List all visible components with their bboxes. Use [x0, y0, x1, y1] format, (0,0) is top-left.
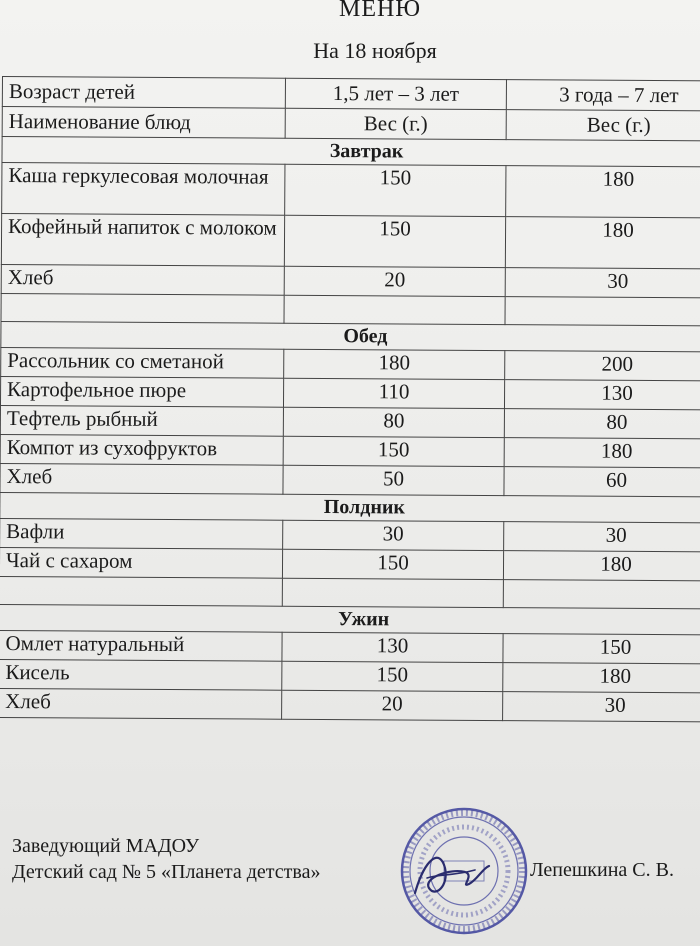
table-row	[0, 630, 700, 663]
table-row	[0, 518, 700, 551]
dish-name-cell: Вафли	[0, 518, 283, 549]
table-row	[0, 688, 700, 721]
table-row	[1, 214, 700, 269]
table-row	[0, 463, 700, 496]
weight-1-cell: 30	[283, 520, 504, 550]
dish-name-cell: Кисель	[0, 659, 282, 690]
dish-name-cell: Компот из сухофруктов	[0, 434, 283, 465]
dish-name-cell: Кофейный напиток с молоком	[1, 214, 284, 267]
menu-table	[0, 76, 700, 722]
footer-organization: Детский сад № 5 «Планета детства»	[12, 861, 321, 883]
empty-cell	[505, 297, 700, 326]
menu-date: На 18 ноября	[313, 38, 437, 63]
weight-2-cell: 30	[503, 692, 700, 722]
dish-name-cell: Рассольник со сметаной	[1, 347, 284, 378]
age-group-2-cell: 3 года – 7 лет	[506, 80, 700, 111]
weight-1-cell: 180	[284, 349, 505, 379]
table-row	[0, 547, 700, 580]
weight-1-cell: 110	[283, 378, 504, 408]
section-title: Обед	[1, 321, 700, 351]
section-title: Ужин	[0, 604, 700, 634]
weight-1-cell: 150	[284, 215, 505, 267]
age-label-cell: Возраст детей	[2, 77, 285, 109]
dish-name-cell: Каша геркулесовая молочная	[2, 163, 285, 216]
empty-cell	[0, 576, 282, 606]
weight-2-cell: 60	[504, 467, 700, 497]
header-row-age	[2, 77, 700, 111]
signature-icon	[405, 838, 495, 908]
empty-row	[0, 576, 700, 608]
dish-label-cell: Наименование блюд	[2, 107, 285, 139]
weight-1-cell: 20	[282, 690, 503, 720]
weight-2-cell: 180	[503, 551, 700, 581]
dish-name-cell: Хлеб	[1, 264, 284, 295]
weight-2-cell: 180	[504, 438, 700, 468]
weight-2-cell: 30	[504, 522, 700, 552]
document-title: МЕНЮ	[339, 0, 421, 22]
weight-2-cell: 200	[505, 351, 700, 381]
weight-1-header-cell: Вес (г.)	[285, 108, 506, 139]
table-row	[0, 405, 700, 438]
weight-1-cell: 150	[283, 436, 504, 466]
section-title: Полдник	[0, 492, 700, 522]
empty-cell	[503, 580, 700, 609]
dish-name-cell: Картофельное пюре	[0, 376, 283, 407]
weight-2-cell: 130	[504, 380, 700, 410]
table-row	[0, 434, 700, 467]
signer-name: Лепешкина С. В.	[530, 859, 674, 881]
dish-name-cell: Хлеб	[0, 688, 282, 719]
weight-1-cell: 20	[284, 266, 505, 296]
table-row	[1, 264, 700, 297]
weight-1-cell: 150	[282, 549, 503, 579]
weight-2-cell: 80	[504, 409, 700, 439]
empty-row	[1, 293, 700, 325]
weight-1-cell: 50	[283, 465, 504, 495]
weight-2-header-cell: Вес (г.)	[506, 110, 700, 141]
weight-1-cell: 80	[283, 407, 504, 437]
empty-cell	[1, 293, 284, 323]
footer-block	[12, 833, 320, 885]
weight-2-cell: 30	[505, 268, 700, 298]
table-row	[0, 659, 700, 692]
empty-cell	[282, 578, 503, 607]
table-row	[0, 376, 700, 409]
dish-name-cell: Тефтель рыбный	[0, 405, 283, 436]
dish-name-cell: Хлеб	[0, 463, 283, 494]
weight-1-cell: 130	[282, 632, 503, 662]
table-row	[2, 163, 700, 218]
empty-cell	[284, 295, 505, 324]
table-row	[1, 347, 700, 380]
weight-2-cell: 150	[503, 634, 700, 664]
weight-2-cell: 180	[503, 663, 700, 693]
weight-1-cell: 150	[282, 661, 503, 691]
weight-2-cell: 180	[505, 217, 700, 269]
section-title: Завтрак	[2, 137, 700, 167]
footer-position: Заведующий МАДОУ	[12, 835, 200, 857]
weight-1-cell: 150	[285, 164, 506, 216]
dish-name-cell: Чай с сахаром	[0, 547, 283, 578]
dish-name-cell: Омлет натуральный	[0, 630, 282, 661]
weight-2-cell: 180	[506, 166, 700, 218]
header-row-dish	[2, 107, 700, 141]
age-group-1-cell: 1,5 лет – 3 лет	[285, 78, 506, 109]
